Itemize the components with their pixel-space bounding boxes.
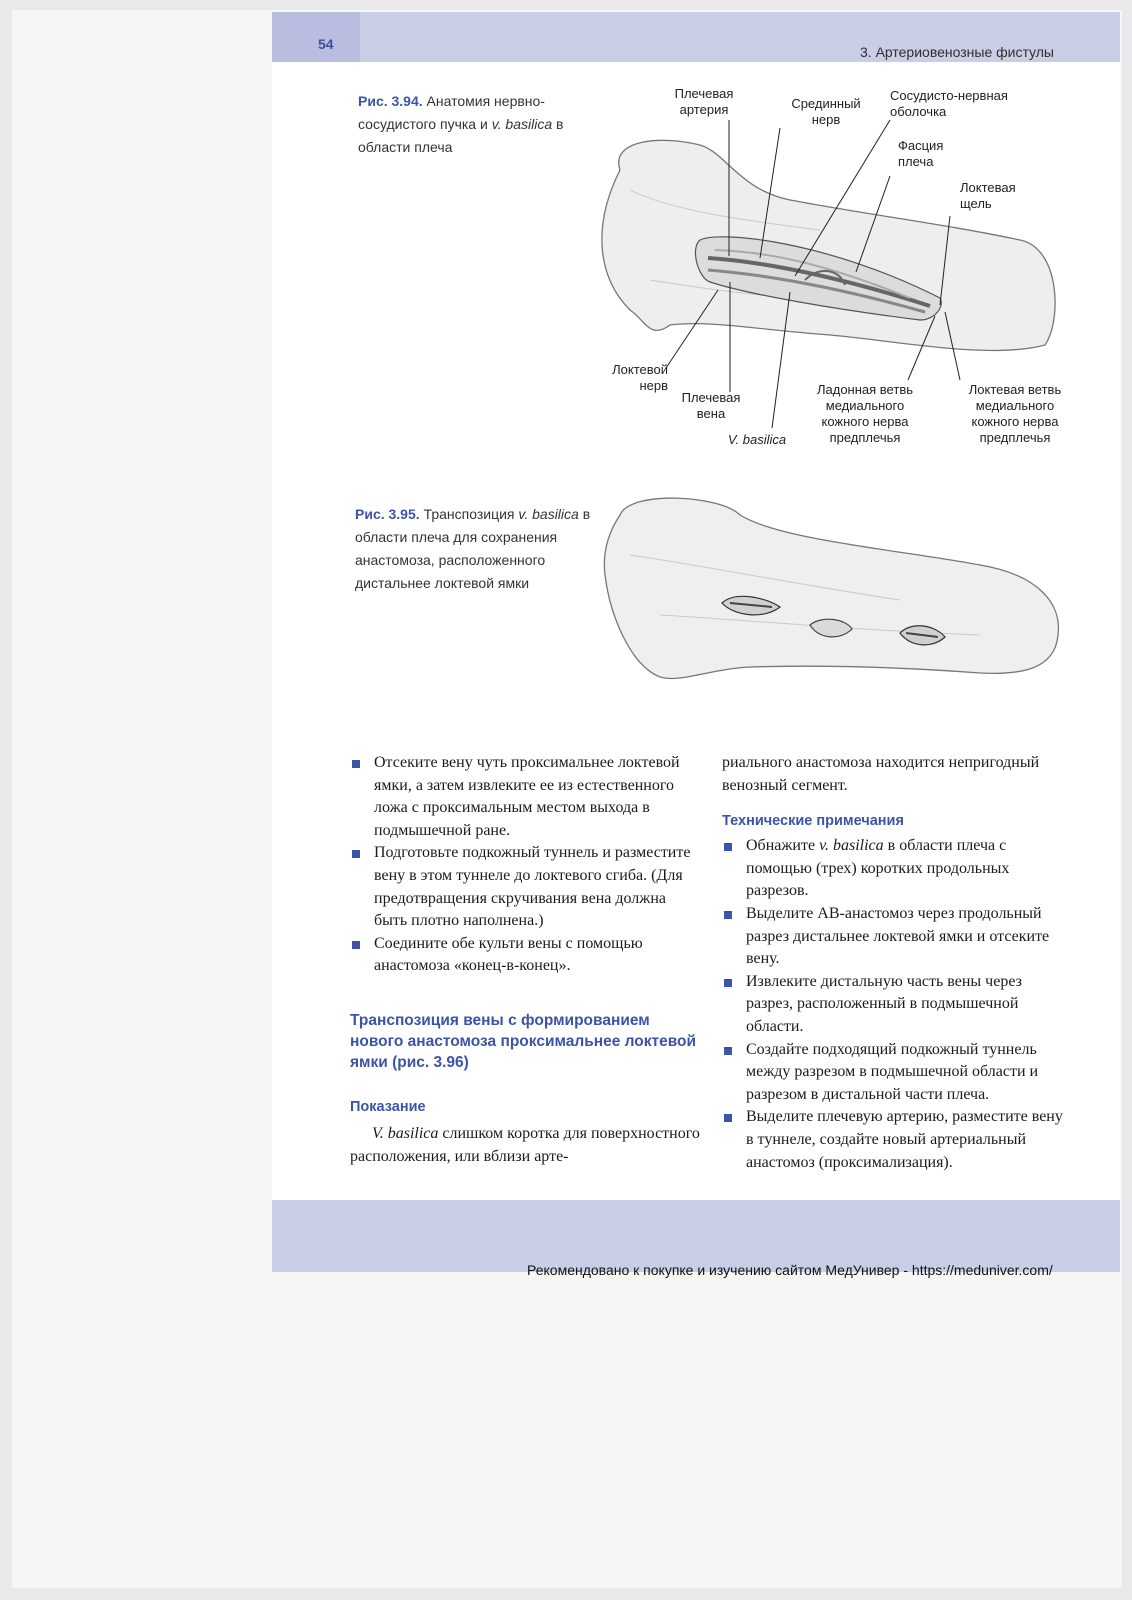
figure-395-illustration: [600, 495, 1070, 695]
right-column: [722, 752, 1072, 1174]
list-item: Выделите плечевую артерию, разместите вену в туннеле, создайте новый артериальный анастомоз (проксимализация).: [722, 1106, 1072, 1174]
left-bullet-list: [350, 752, 700, 978]
right-bullet-list: [722, 835, 1072, 1174]
label-ulnar-nerve: Локтевой нерв: [612, 362, 668, 393]
section-heading: Транспозиция вены с формированием нового анастомоза проксимальнее локтевой ямки (рис. 3.96): [350, 1011, 697, 1071]
figure-394-caption: Рис. 3.94. Анатомия нервно-сосудистого пучка и v. basilica в области плеча: [358, 93, 564, 155]
footer-note: Рекомендовано к покупке и изучению сайтом МедУнивер - https://meduniver.com/: [527, 1262, 1053, 1278]
label-arm-fascia: Фасция плеча: [898, 138, 944, 169]
list-item: Обнажите v. basilica в области плеча с помощью (трех) коротких продольных разрезов.: [722, 835, 1072, 903]
figure-394-label: Рис. 3.94.: [358, 93, 423, 109]
list-item: Выделите АВ-анастомоз через продольный разрез дистальнее локтевой ямки и отсеките вену.: [722, 903, 1072, 971]
page-number-box: [272, 12, 360, 62]
label-v-basilica: V. basilica: [727, 432, 787, 447]
list-item: Подготовьте подкожный туннель и разместите вену в этом туннеле до локтевого сгиба. (Для предотвращения скручивания вена должна быть плотно наполнена.): [350, 842, 700, 932]
running-head: 3. Артериовенозные фистулы: [860, 44, 1054, 60]
list-item: Соедините обе культи вены с помощью анастомоза «конец-в-конец».: [350, 933, 700, 978]
figure-394-leader-lines: [590, 80, 1070, 460]
list-item: Извлеките дистальную часть вены через разрез, расположенный в подмышечной области.: [722, 971, 1072, 1039]
label-palmar-branch: Ладонная ветвь медиального кожного нерва предплечья: [816, 382, 913, 445]
list-item: Отсеките вену чуть проксимальнее локтевой ямки, а затем извлеките ее из естественного ложа с проксимальным местом выхода в подмышечной ране.: [350, 752, 700, 842]
figure-395-caption: Рис. 3.95. Транспозиция v. basilica в области плеча для сохранения анастомоза, расположенного дистальнее локтевой ямки: [355, 506, 591, 591]
figure-395-label: Рис. 3.95.: [355, 506, 420, 522]
tech-notes-heading: Технические примечания: [722, 813, 904, 830]
continuation-paragraph: риального анастомоза находится непригодный венозный сегмент.: [722, 754, 1040, 794]
label-ulnar-branch: Локтевая ветвь медиального кожного нерва предплечья: [968, 382, 1062, 445]
label-brachial-artery: Плечевая артерия: [674, 86, 734, 117]
label-neurovascular-sheath: Сосудисто-нервная оболочка: [890, 88, 1008, 119]
label-median-nerve: Срединный нерв: [791, 96, 861, 127]
indication-heading: Показание: [350, 1098, 426, 1115]
list-item: Создайте подходящий подкожный туннель между разрезом в подмышечной области и разрезом в дистальной части плеча.: [722, 1039, 1072, 1107]
left-column: [350, 752, 700, 1168]
label-brachial-vein: Плечевая вена: [681, 390, 741, 421]
indication-paragraph: V. basilica слишком коротка для поверхностного расположения, или вблизи арте-: [350, 1124, 700, 1165]
page-number: 54: [318, 36, 334, 52]
label-elbow-joint: Локтевая щель: [960, 180, 1016, 211]
